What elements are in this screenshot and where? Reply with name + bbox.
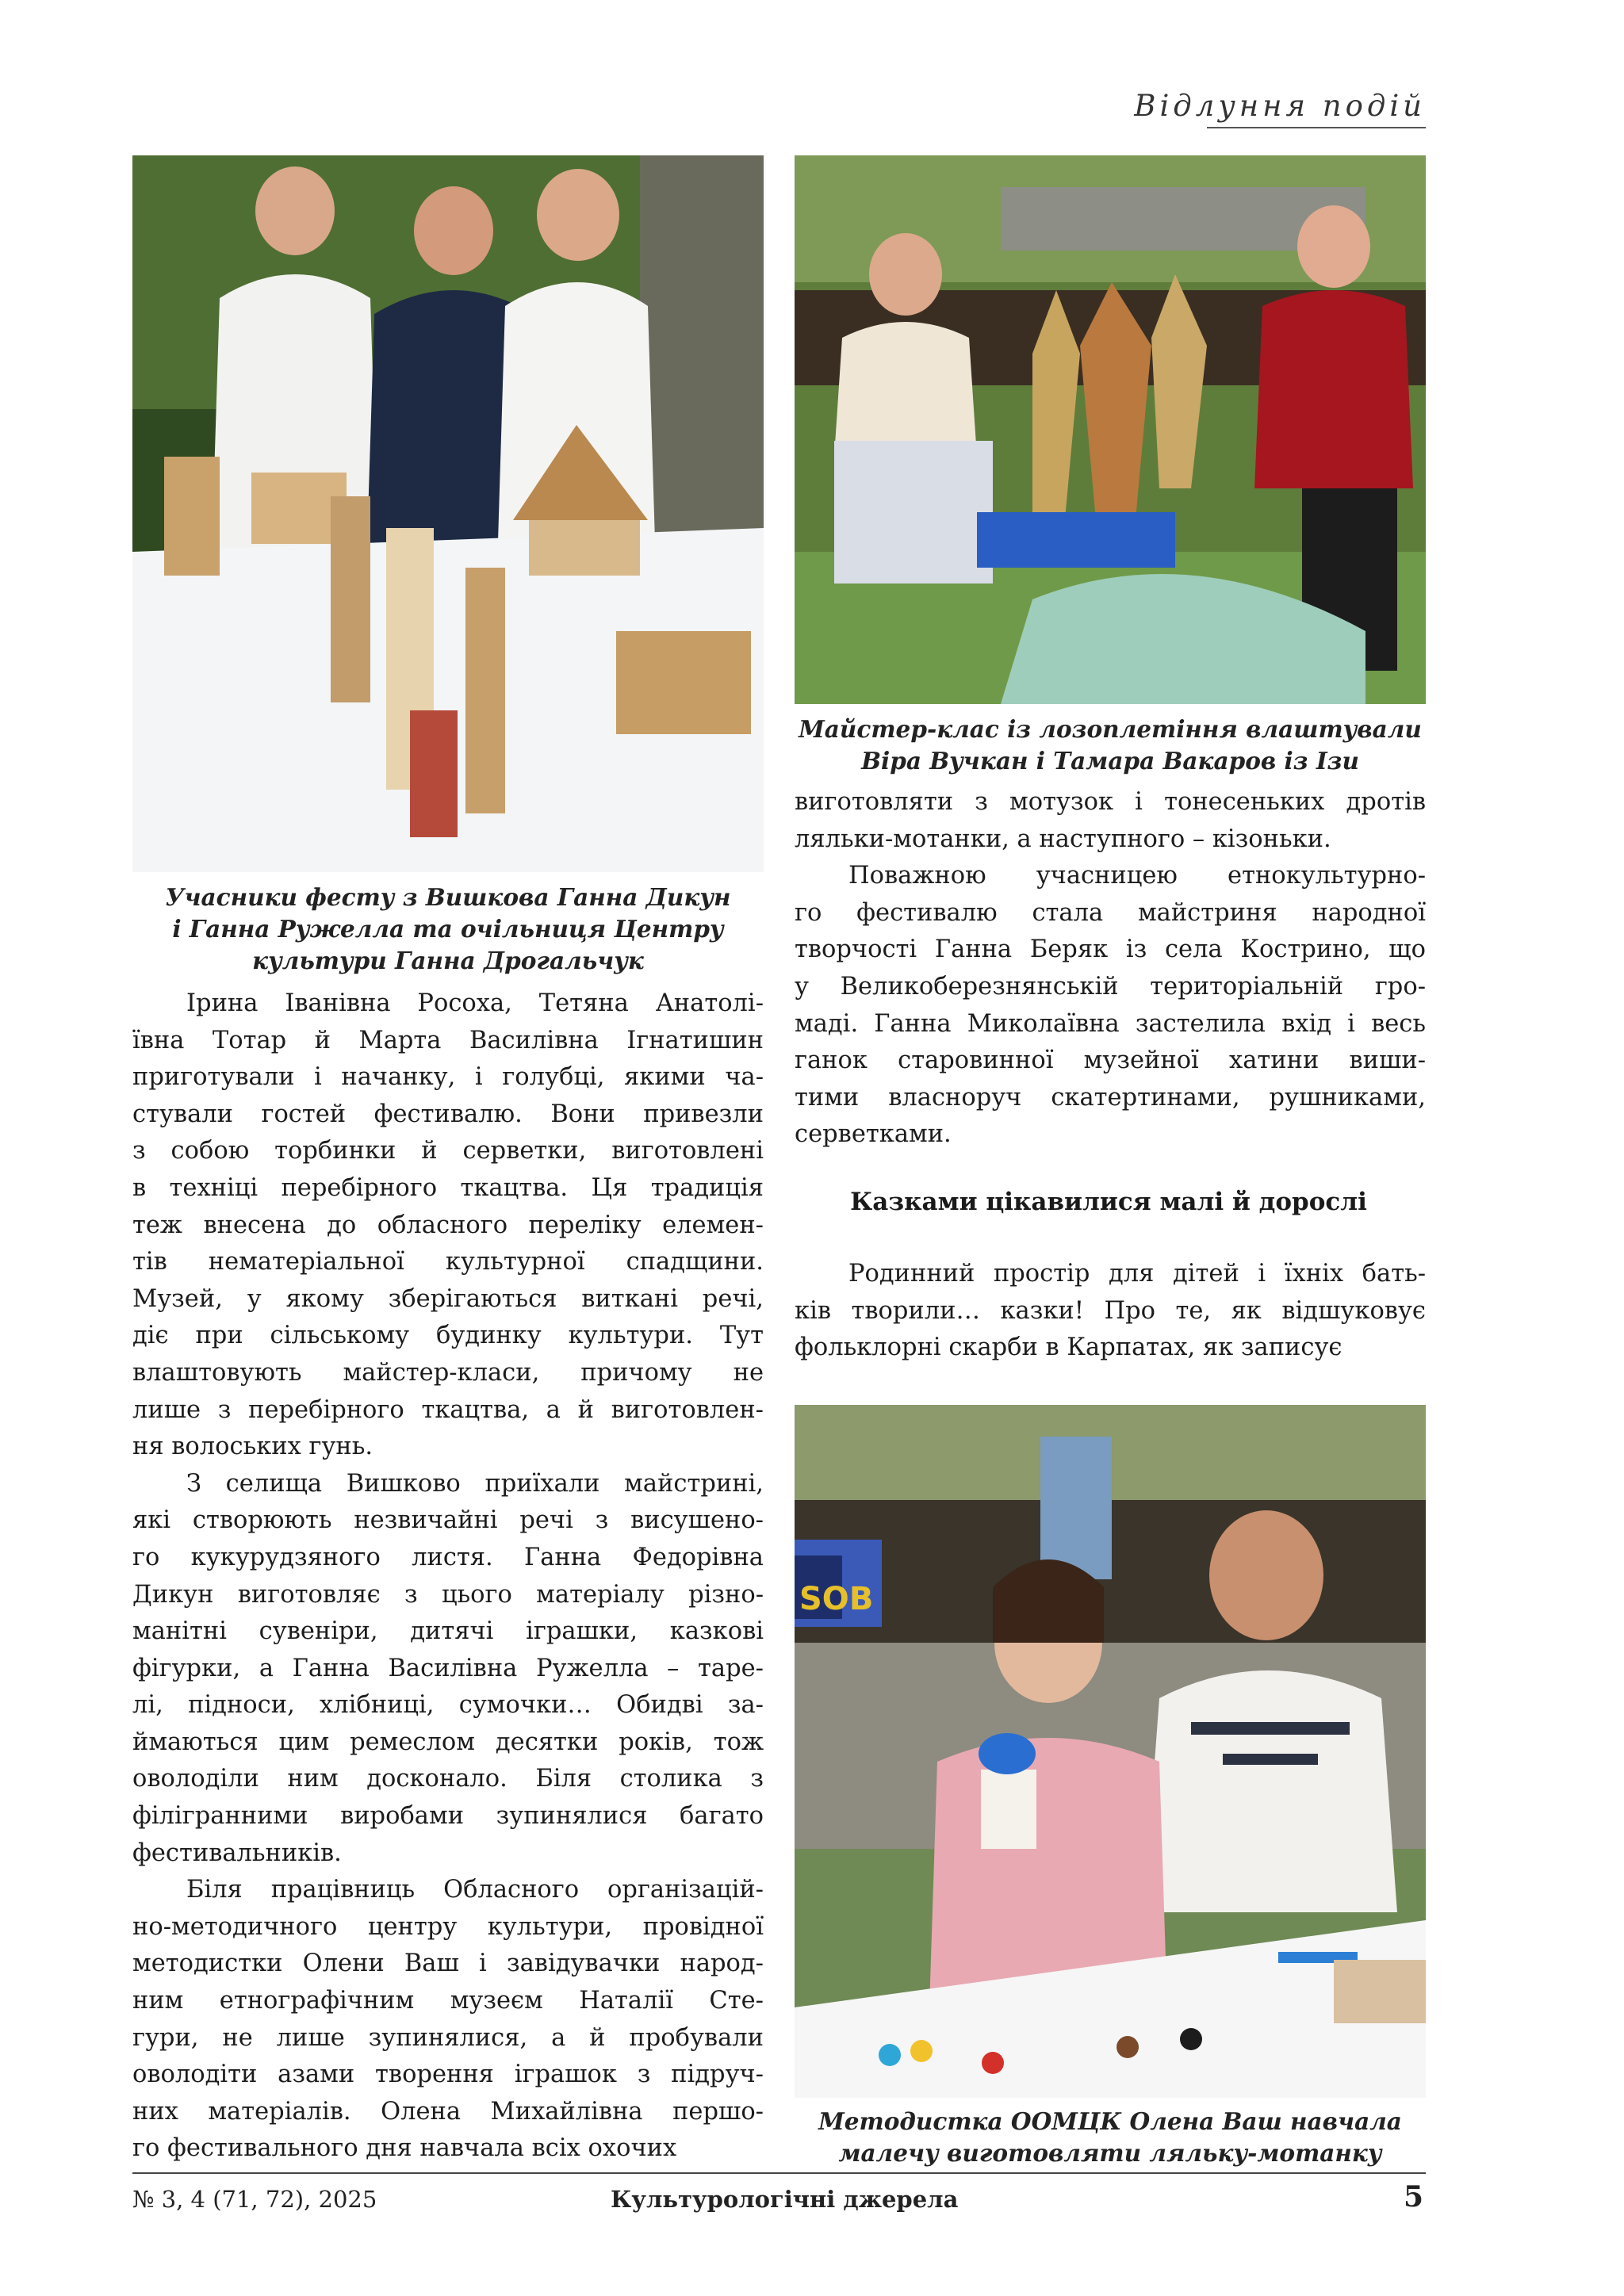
text-line: діє при сільському будинку культури. Тут (132, 1322, 764, 1350)
left-column (132, 985, 764, 2168)
text-line: оволоділи ним досконало. Біля столика з (132, 1765, 764, 1793)
text-line: методистки Олени Ваш і завідувачки народ- (132, 1950, 764, 1978)
caption-photo2 (795, 714, 1426, 777)
footer-journal: Культурологічні джерела (611, 2186, 959, 2213)
text-line: стували гостей фестивалю. Вони привезли (132, 1100, 764, 1128)
right-column-top (795, 784, 1426, 1154)
text-line: маді. Ганна Миколаївна застелила вхід і весь (795, 1009, 1426, 1038)
text-line: ляльки-мотанки, а наступного – кізоньки. (795, 825, 1331, 853)
text-line: теж внесена до обласного переліку елемен- (132, 1211, 764, 1239)
photo-motanka-workshop (795, 1405, 1426, 2098)
text-line: оволодіти азами творення іграшок з підруч- (132, 2061, 764, 2089)
text-line: влаштовують майстер-класи, причому не (132, 1358, 764, 1387)
text-line: манітні сувеніри, дитячі іграшки, казкові (132, 1617, 764, 1646)
header-rule (1207, 127, 1426, 128)
text-line: Музей, у якому зберігаються виткані речі, (132, 1284, 764, 1313)
text-line: но-методичного центру культури, провідної (132, 1912, 764, 1941)
text-line: в техніці перебірного ткацтва. Ця традиція (132, 1173, 764, 1202)
text-line: філігранними виробами зупинялися багато (132, 1802, 764, 1831)
caption-line: і Ганна Ружелла та очільниця Центру (172, 915, 724, 943)
caption-line: культури Ганна Дрогальчук (252, 947, 644, 974)
text-line: фігурки, а Ганна Василівна Ружелла – таре- (132, 1654, 764, 1682)
text-line: з собою торбинки й серветки, виготовлені (132, 1137, 764, 1165)
text-line: у Великоберезнянській територіальній гро- (795, 972, 1426, 1001)
text-line: го кукурудзяного листя. Ганна Федорівна (132, 1543, 764, 1571)
text-line: тими власноруч скатертинами, рушниками, (795, 1083, 1426, 1112)
text-line: гури, не лише зупинялися, а й пробували (132, 2023, 764, 2052)
text-line: них матеріалів. Олена Михайлівна першо- (132, 2097, 764, 2126)
footer-rule (132, 2172, 1426, 2174)
text-line: творчості Ганна Беряк із села Кострино, що (795, 936, 1426, 964)
text-line: лі, підноси, хлібниці, сумочки… Обидві за- (132, 1691, 764, 1720)
text-line: ганок старовинної музейної хатини виши- (795, 1047, 1426, 1075)
text-line: Дикун виготовляє з цього матеріалу різно- (132, 1580, 764, 1609)
text-line: лише з перебірного ткацтва, а й виготовлен- (132, 1395, 764, 1424)
text-line: ймаються цим ремеслом десятки років, тож (132, 1728, 764, 1756)
subheading: Казками цікавилися малі й дорослі (850, 1188, 1367, 1216)
text-line: тів нематеріальної культурної спадщини. (132, 1248, 764, 1276)
text-line: виготовляти з мотузок і тонесеньких дротів (795, 788, 1426, 816)
text-line: фольклорні скарби в Карпатах, як записує (795, 1334, 1342, 1362)
section-title: Відлуння подій (1134, 89, 1426, 123)
text-line: серветками. (795, 1120, 952, 1149)
text-line: Поважною учасницею етнокультурно- (848, 862, 1426, 890)
caption-photo3 (795, 2106, 1426, 2169)
sign-text: SOB (799, 1581, 874, 1617)
text-line: ївна Тотар й Марта Василівна Ігнатишин (132, 1026, 764, 1054)
caption-line: Віра Вучкан і Тамара Вакаров із Ізи (861, 747, 1359, 775)
text-line: ним етнографічним музеєм Наталії Сте- (132, 1987, 764, 2015)
text-line: фестивальників. (132, 1839, 342, 1867)
text-line: Родинний простір для дітей і їхніх бать- (848, 1260, 1426, 1288)
text-line: З селища Вишково приїхали майстрині, (186, 1469, 764, 1498)
caption-line: Учасники фесту з Вишкова Ганна Дикун (165, 883, 731, 911)
right-column-bottom (795, 1256, 1426, 1367)
caption-photo1 (132, 882, 764, 977)
text-line: Ірина Іванівна Росоха, Тетяна Анатолі- (186, 989, 764, 1017)
caption-line: Майстер-клас із лозоплетіння влаштували (799, 715, 1422, 743)
text-line: го фестивалю стала майстриня народної (795, 898, 1426, 927)
photo-craft-table (132, 155, 764, 872)
text-line: приготували і начанку, і голубці, якими ча- (132, 1063, 764, 1092)
page-number: 5 (1404, 2180, 1424, 2214)
footer-issue: № 3, 4 (71, 72), 2025 (132, 2186, 377, 2213)
text-line: ків творили… казки! Про те, як відшуковує (795, 1296, 1426, 1325)
caption-line: Методистка ООМЦК Олена Ваш навчала (818, 2107, 1402, 2135)
caption-line: малечу виготовляти ляльку-мотанку (838, 2139, 1382, 2167)
text-line: Біля працівниць Обласного організацій- (186, 1876, 764, 1904)
text-line: ня волоських гунь. (132, 1433, 373, 1461)
text-line: го фестивального дня навчала всіх охочих (132, 2134, 677, 2163)
photo-willow-weaving (795, 155, 1426, 704)
text-line: які створюють незвичайні речі з висушено- (132, 1506, 764, 1535)
